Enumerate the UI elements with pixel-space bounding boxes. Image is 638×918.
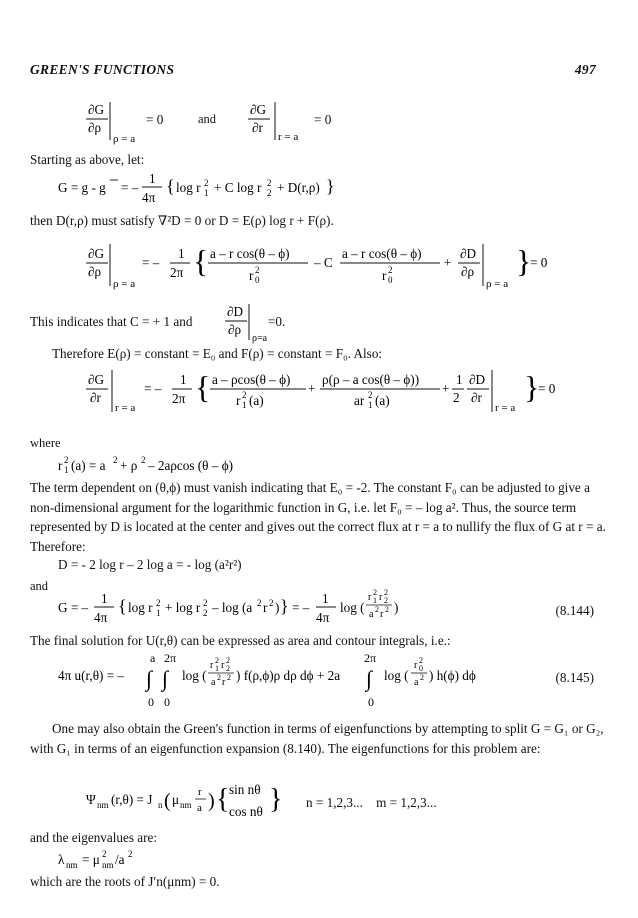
svg-text:{: { [166,176,175,196]
svg-text:– C: – C [314,255,333,270]
svg-text:r: r [210,660,214,671]
svg-text:0: 0 [255,275,260,285]
svg-text:+: + [444,255,452,270]
svg-text:log r: log r [176,180,201,195]
svg-text:2π: 2π [170,265,184,280]
svg-text:r: r [379,592,383,603]
svg-text:r: r [263,600,268,615]
svg-text:ρ = a: ρ = a [113,278,136,290]
svg-text:2: 2 [128,849,133,859]
dG-drho-fraction [86,100,136,145]
equation-G-definition [58,170,378,215]
paragraph-then: then D(r,ρ) must satisfy ∇²D = 0 or D = E(ρ) log r + F(ρ). [30,213,334,228]
svg-text:ρ=a: ρ=a [252,333,268,344]
paragraph-starting: Starting as above, let: [30,152,145,167]
svg-text:2: 2 [267,178,272,188]
paragraph-final-solution: The final solution for U(r,θ) can be expressed as area and contour integrals, i.e.: [30,633,451,648]
svg-text:ρ = a: ρ = a [113,133,136,145]
svg-text:2: 2 [384,596,388,605]
svg-text:∂G: ∂G [88,372,105,387]
paragraph-where: where [30,436,61,450]
svg-text:2: 2 [453,390,460,405]
svg-text:2: 2 [269,598,274,608]
svg-text:log (: log ( [340,600,365,615]
svg-text:1: 1 [215,664,219,673]
svg-text:2π: 2π [364,651,377,665]
svg-text:∂r: ∂r [471,390,482,405]
svg-text:= –: = – [142,255,160,270]
svg-text:4π u(r,θ) = –: 4π u(r,θ) = – [58,668,125,683]
svg-text:2: 2 [385,605,389,614]
svg-text:2: 2 [242,390,247,400]
svg-text:a: a [414,677,419,688]
svg-text:nm: nm [180,800,192,810]
svg-text:2: 2 [267,188,272,198]
svg-text:+ C log r: + C log r [214,180,262,195]
svg-text:1: 1 [180,372,187,387]
paragraph-roots: which are the roots of J′n(μnm) = 0. [30,874,220,889]
svg-text:2: 2 [255,265,260,275]
svg-text:r: r [198,786,202,798]
svg-text:= –: = – [144,381,162,396]
svg-text:1: 1 [156,608,161,618]
svg-text:2: 2 [257,598,262,608]
svg-text:n: n [158,800,163,810]
svg-text:2: 2 [215,656,219,665]
svg-text:a: a [211,677,216,688]
svg-text:nm: nm [97,800,109,810]
svg-text:) h(ϕ) dϕ: ) h(ϕ) dϕ [429,668,476,683]
svg-text:}: } [326,176,335,196]
svg-text:0: 0 [148,695,154,709]
svg-text:{: { [195,369,211,405]
svg-text:r: r [368,592,372,603]
equation-number-8-145: (8.145) [555,670,594,685]
svg-text:2: 2 [226,664,230,673]
svg-text:∂G: ∂G [250,102,267,117]
svg-text:2: 2 [373,588,377,597]
svg-text:1: 1 [322,591,329,606]
svg-text:r = a: r = a [495,402,516,414]
equation-D: D = - 2 log r – 2 log a = - log (a²r²) [58,557,242,572]
svg-text:+: + [442,381,450,396]
svg-text:2: 2 [388,265,393,275]
svg-text:Ψ: Ψ [86,792,96,807]
svg-text:– log (a: – log (a [212,600,253,615]
svg-text:= 0: = 0 [538,381,556,396]
svg-text:(a): (a) [375,393,390,408]
svg-text:∂D: ∂D [227,304,244,319]
svg-text:2: 2 [113,455,118,465]
svg-text:log (: log ( [182,668,207,683]
svg-text:a – ρcos(θ – ϕ): a – ρcos(θ – ϕ) [212,372,291,387]
svg-text:2: 2 [203,598,208,608]
svg-text:+ ρ: + ρ [120,458,138,473]
dG-dr-fraction [248,100,318,149]
svg-text:4π: 4π [142,190,156,205]
svg-text:G = g - g: G = g - g [58,180,106,195]
svg-text:): ) [275,600,280,615]
svg-text:∫: ∫ [162,666,169,691]
svg-text:r = a: r = a [278,131,299,143]
svg-text:a: a [150,651,156,665]
svg-text:r: r [380,609,384,620]
svg-text:1: 1 [204,188,209,198]
svg-text:∂G: ∂G [88,246,105,261]
svg-text:= μ: = μ [82,852,100,867]
svg-text:): ) [208,790,215,812]
svg-text:2: 2 [226,656,230,665]
svg-text:a: a [197,802,202,814]
svg-text:0: 0 [419,664,423,673]
paragraph-eigenvalues: and the eigenvalues are: [30,830,158,845]
svg-text:}: } [516,243,532,279]
svg-text:}: } [524,369,540,405]
svg-text:∂ρ: ∂ρ [228,322,242,337]
svg-text:2: 2 [217,673,221,682]
svg-text:λ: λ [58,852,65,867]
svg-text:∂ρ: ∂ρ [88,120,102,135]
svg-text:) f(ρ,ϕ)ρ dρ dϕ + 2a: ) f(ρ,ϕ)ρ dρ dϕ + 2a [236,668,341,683]
svg-text:∂D: ∂D [469,372,486,387]
svg-text:0: 0 [388,275,393,285]
svg-text:nm: nm [66,860,78,870]
svg-text:r: r [382,268,387,283]
svg-text:(: ( [164,790,171,812]
svg-text:2: 2 [384,588,388,597]
svg-text:4π: 4π [94,610,108,625]
svg-text:r: r [249,268,254,283]
equation-boundary-conditions: ∂G ∂ρ ρ = a = 0 and ∂G ∂r r = a = 0 [86,100,406,144]
svg-text:2: 2 [141,455,146,465]
svg-text:1: 1 [373,596,377,605]
svg-text:+: + [308,381,316,396]
svg-text:}: } [269,784,283,815]
svg-text:1: 1 [64,465,69,475]
svg-text:a – r cos(θ – ϕ): a – r cos(θ – ϕ) [342,246,422,261]
svg-text:∫: ∫ [366,666,373,691]
svg-text:log r: log r [128,600,153,615]
svg-text:4π: 4π [316,610,330,625]
svg-text:2π: 2π [164,651,177,665]
svg-text:(r,θ) = J: (r,θ) = J [111,792,153,807]
svg-text:1: 1 [456,372,463,387]
svg-text:2: 2 [420,673,424,682]
svg-text:2: 2 [419,656,423,665]
svg-text:μ: μ [172,792,180,807]
svg-text:+ log r: + log r [165,600,201,615]
svg-text:r: r [222,677,226,688]
svg-text:= –: = – [292,600,310,615]
svg-text:cos nθ: cos nθ [229,804,263,819]
svg-text:2: 2 [203,608,208,618]
and-word: and [198,112,217,126]
equation-dG-dr [86,368,586,433]
svg-text:r: r [221,660,225,671]
running-header: GREEN'S FUNCTIONS [30,62,175,77]
svg-text:r: r [414,660,418,671]
paragraph-term-dependent: The term dependent on (θ,ϕ) must vanish indicating that E₀ = -2. The constant F₀ can be adjusted to give a non-dimensional argument for the logarithmic function in G, i.e. let F₀ = – log a². Thus, the source term represented by D is located at the center and gives out the correct flux at r = a to nullify the flux of G at r = a. Therefore: [30,480,606,554]
svg-text:∂ρ: ∂ρ [88,264,102,279]
svg-text:∂ρ: ∂ρ [461,264,475,279]
svg-text:1: 1 [178,246,185,261]
svg-text:): ) [394,600,399,615]
paragraph-eigenfunctions: One may also obtain the Green's function in terms of eigenfunctions by attempting to split G = G₁ or G₂, with G₁ in terms of an eigenfunction expansion (8.140). The eigenfunctions for this problem are: [30,721,604,756]
svg-text:{: { [118,596,127,616]
svg-text:2: 2 [156,598,161,608]
svg-text:1: 1 [101,591,108,606]
page-number: 497 [574,62,596,77]
svg-text:= 0: = 0 [530,255,548,270]
svg-text:r: r [58,458,63,473]
paragraph-and: and [30,579,49,593]
svg-text:1: 1 [242,400,247,410]
svg-text:0: 0 [164,695,170,709]
svg-text:ρ = a: ρ = a [486,278,509,290]
svg-text:{: { [216,784,230,815]
svg-text:(a) = a: (a) = a [71,458,106,473]
svg-text:∂r: ∂r [252,120,263,135]
svg-text:∂r: ∂r [90,390,101,405]
svg-text:}: } [280,596,289,616]
eigen-index-range: n = 1,2,3... m = 1,2,3... [306,795,437,810]
svg-text:2: 2 [102,849,107,859]
svg-text:2: 2 [375,605,379,614]
svg-text:a: a [369,609,374,620]
svg-text:2: 2 [368,390,373,400]
equation-number-8-144: (8.144) [555,603,594,618]
svg-text:log (: log ( [384,668,409,683]
svg-text:2π: 2π [172,391,186,406]
svg-text:1: 1 [368,400,373,410]
svg-text:= –: = – [121,180,139,195]
equation-G-final [58,590,478,635]
svg-text:∂D: ∂D [460,246,477,261]
svg-text:+ D(r,ρ): + D(r,ρ) [277,180,320,195]
svg-text:a – r cos(θ – ϕ): a – r cos(θ – ϕ) [210,246,290,261]
svg-text:nm: nm [102,860,114,870]
paragraph-therefore: Therefore E(ρ) = constant = E₀ and F(ρ) = constant = F₀. Also: [52,346,383,361]
svg-text:1: 1 [149,171,156,186]
svg-text:r = a: r = a [115,402,136,414]
equation-dG-drho [86,242,586,307]
svg-text:∫: ∫ [146,666,153,691]
svg-text:{: { [193,243,209,279]
svg-text:2: 2 [204,178,209,188]
svg-text:2: 2 [227,673,231,682]
svg-text:r: r [236,393,241,408]
svg-text:/a: /a [115,852,125,867]
svg-text:∂G: ∂G [88,102,105,117]
equation-U-integral [58,650,558,717]
svg-text:0: 0 [368,695,374,709]
svg-text:G = –: G = – [58,600,89,615]
svg-text:2: 2 [64,455,69,465]
svg-text:ar: ar [354,393,365,408]
svg-text:sin nθ: sin nθ [229,782,261,797]
svg-text:– 2aρcos (θ – ϕ): – 2aρcos (θ – ϕ) [148,458,234,473]
paragraph-indicates: This indicates that C = + 1 and ∂D ∂ρ ρ=a =0. [30,302,430,342]
svg-text:(a): (a) [249,393,264,408]
svg-text:ρ(ρ – a cos(θ – ϕ)): ρ(ρ – a cos(θ – ϕ)) [322,372,420,387]
